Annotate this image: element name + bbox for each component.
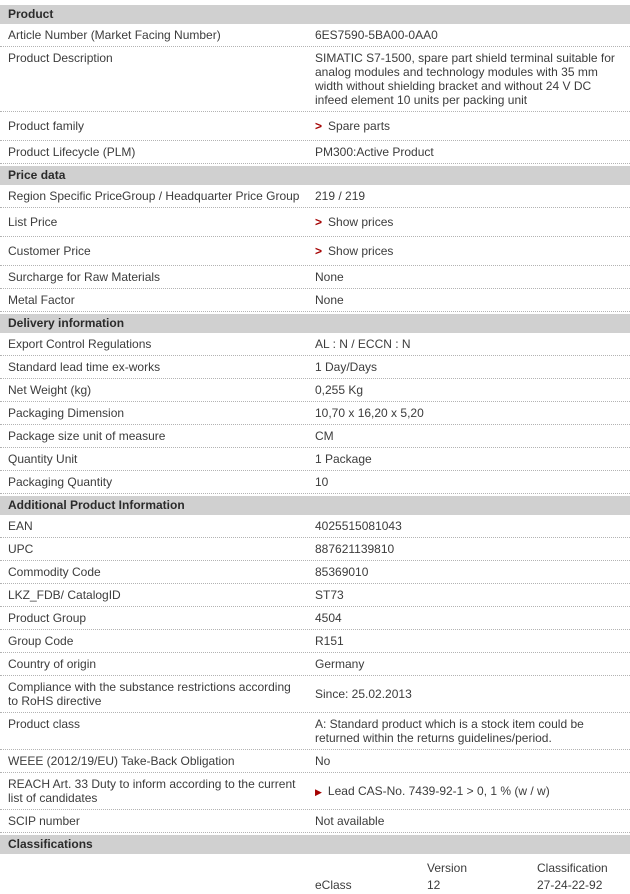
- row-label: WEEE (2012/19/EU) Take-Back Obligation: [8, 754, 235, 768]
- table-row: [0, 112, 630, 141]
- row-label: Standard lead time ex-works: [8, 360, 161, 374]
- show-prices-link-customer[interactable]: [315, 244, 393, 258]
- table-row: [0, 185, 630, 208]
- row-value: [307, 780, 630, 803]
- table-row: [0, 24, 630, 47]
- row-label: REACH Art. 33 Duty to inform according to the current list of candidates: [8, 777, 296, 805]
- row-value: [307, 208, 630, 236]
- row-value: 887621139810: [315, 542, 395, 556]
- table-row: [0, 356, 630, 379]
- row-label: Net Weight (kg): [8, 383, 92, 397]
- table-row: [0, 425, 630, 448]
- row-value: AL : N / ECCN : N: [315, 337, 411, 351]
- row-value: ST73: [315, 588, 344, 602]
- row-value: 6ES7590-5BA00-0AA0: [315, 28, 438, 42]
- row-value: 219 / 219: [315, 189, 366, 203]
- table-row: [0, 333, 630, 356]
- product-family-link[interactable]: [315, 119, 390, 133]
- classification-column-header: Classification: [537, 861, 608, 875]
- row-label: SCIP number: [8, 814, 80, 828]
- row-value: A: Standard product which is a stock item could be returned within the returns guidelines/period.: [315, 717, 584, 745]
- section-header-additional-product-information: Additional Product Information: [0, 496, 630, 515]
- table-row: [0, 379, 630, 402]
- row-value: 1 Package: [315, 452, 372, 466]
- row-label: Commodity Code: [8, 565, 101, 579]
- row-label: List Price: [8, 215, 58, 229]
- row-value: 10: [315, 475, 329, 489]
- row-value: None: [315, 293, 344, 307]
- table-row: [0, 402, 630, 425]
- row-value: R151: [315, 634, 344, 648]
- classifications-table: [0, 854, 630, 894]
- table-row: [0, 676, 630, 713]
- row-value: Germany: [315, 657, 365, 671]
- table-row: [0, 289, 630, 312]
- row-label: Package size unit of measure: [8, 429, 166, 443]
- row-label: UPC: [8, 542, 34, 556]
- table-row: [0, 515, 630, 538]
- link-label: Show prices: [328, 215, 394, 229]
- row-value: Since: 25.02.2013: [315, 687, 412, 701]
- row-label: Packaging Dimension: [8, 406, 125, 420]
- show-prices-link-list[interactable]: [315, 215, 393, 229]
- table-row: [0, 773, 630, 810]
- row-value: 0,255 Kg: [315, 383, 364, 397]
- link-label: Lead CAS-No. 7439-92-1 > 0, 1 % (w / w): [327, 783, 550, 798]
- row-value: 4504: [315, 611, 342, 625]
- row-label: Group Code: [8, 634, 74, 648]
- table-row: [0, 810, 630, 833]
- row-label: EAN: [8, 519, 33, 533]
- table-row: [0, 471, 630, 494]
- row-label: Article Number (Market Facing Number): [8, 28, 221, 42]
- row-value: 4025515081043: [315, 519, 402, 533]
- row-label: Export Control Regulations: [8, 337, 152, 351]
- classification-version: 12: [427, 878, 441, 892]
- link-label: Spare parts: [328, 119, 391, 133]
- classification-system-header: [315, 861, 427, 875]
- row-label: Surcharge for Raw Materials: [8, 270, 161, 284]
- classification-code: 27-24-22-92: [537, 878, 603, 892]
- row-label: Product Lifecycle (PLM): [8, 145, 136, 159]
- section-header-product: Product: [0, 5, 630, 24]
- row-label: Product Description: [8, 51, 113, 65]
- row-value: CM: [315, 429, 334, 443]
- row-value: None: [315, 270, 344, 284]
- row-label: Product family: [8, 119, 85, 133]
- row-value: Not available: [315, 814, 385, 828]
- table-row: [0, 237, 630, 266]
- table-row: [0, 47, 630, 112]
- row-value: SIMATIC S7-1500, spare part shield terminal suitable for analog modules and technology modules with 35 mm width without shielding bracket and without 24 V DC infeed element 10 units per packing unit: [315, 51, 615, 107]
- table-row: [0, 266, 630, 289]
- version-column-header: Version: [427, 861, 468, 875]
- row-value: 1 Day/Days: [315, 360, 378, 374]
- row-value: [307, 112, 630, 140]
- row-value: [307, 237, 630, 265]
- row-label: Country of origin: [8, 657, 97, 671]
- table-row: [0, 584, 630, 607]
- row-label: Region Specific PriceGroup / Headquarter Price Group: [8, 189, 300, 203]
- section-header-delivery-information: Delivery information: [0, 314, 630, 333]
- row-label: Metal Factor: [8, 293, 75, 307]
- row-label: Product class: [8, 717, 81, 731]
- table-row: [0, 208, 630, 237]
- row-value: PM300:Active Product: [315, 145, 434, 159]
- table-row: [0, 141, 630, 164]
- row-value: 10,70 x 16,20 x 5,20: [315, 406, 424, 420]
- section-header-classifications: Classifications: [0, 835, 630, 854]
- table-row: [0, 750, 630, 773]
- row-value: 85369010: [315, 565, 369, 579]
- section-header-price-data: Price data: [0, 166, 630, 185]
- row-label: Quantity Unit: [8, 452, 78, 466]
- table-row: [0, 653, 630, 676]
- classifications-data-row: [0, 877, 630, 894]
- table-row: [0, 448, 630, 471]
- row-label: Packaging Quantity: [8, 475, 113, 489]
- chevron-right-icon: >: [315, 119, 323, 133]
- classifications-header-row: [0, 860, 630, 877]
- table-row: [0, 630, 630, 653]
- table-row: [0, 713, 630, 750]
- row-value: No: [315, 754, 331, 768]
- chevron-right-icon: >: [315, 244, 323, 258]
- reach-substance-link[interactable]: [315, 784, 550, 799]
- row-label: Product Group: [8, 611, 87, 625]
- table-row: [0, 538, 630, 561]
- table-row: [0, 561, 630, 584]
- row-label: LKZ_FDB/ CatalogID: [8, 588, 121, 602]
- classification-system: eClass: [315, 878, 352, 892]
- table-row: [0, 607, 630, 630]
- row-label: Customer Price: [8, 244, 91, 258]
- triangle-right-icon: ▶: [315, 786, 322, 797]
- row-label: Compliance with the substance restrictions according to RoHS directive: [8, 680, 291, 708]
- chevron-right-icon: >: [315, 215, 323, 229]
- link-label: Show prices: [328, 244, 394, 258]
